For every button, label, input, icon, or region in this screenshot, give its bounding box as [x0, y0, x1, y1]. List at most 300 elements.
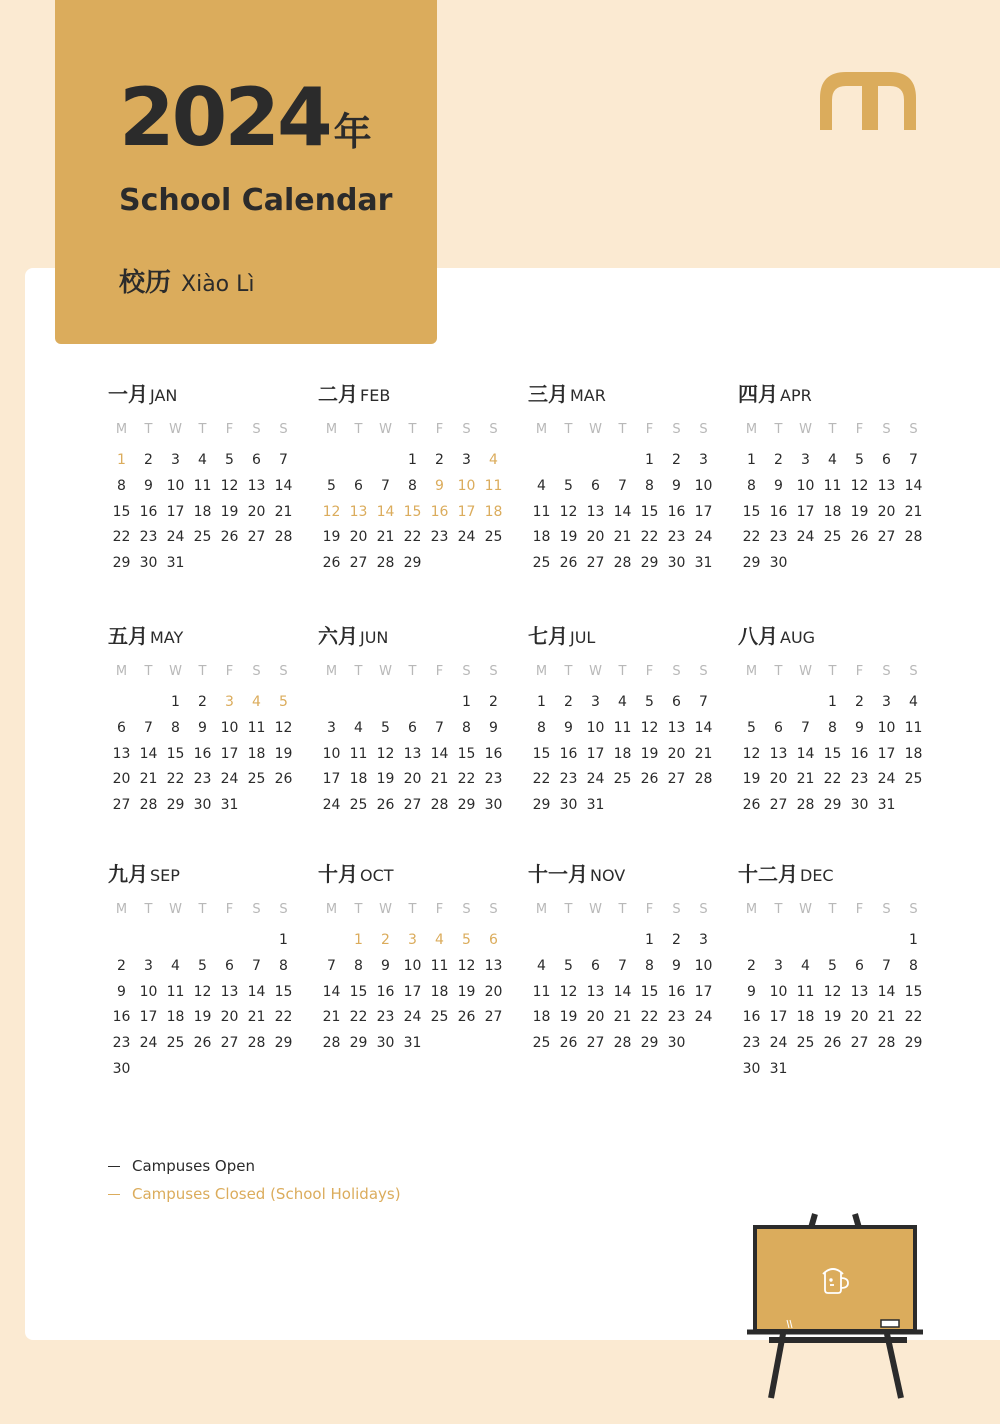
day-cell: 15 [166, 745, 185, 762]
week-row [528, 767, 713, 793]
day-cell: 9 [774, 477, 783, 494]
day-cell: 23 [769, 529, 788, 546]
day-cell: 10 [694, 957, 713, 974]
empty-day-cell [243, 928, 270, 954]
day-cell: 18 [349, 771, 368, 788]
day-cell: 27 [586, 1035, 605, 1052]
chalkboard-easel-icon [745, 1212, 925, 1402]
day-cell: 10 [796, 477, 815, 494]
weekday-label: W [379, 664, 392, 679]
day-cell: 28 [796, 797, 815, 814]
day-cell: 2 [747, 957, 756, 974]
day-cell: 18 [484, 503, 503, 520]
weekday-header [108, 664, 290, 690]
weekday-label: S [882, 664, 891, 679]
legend-item-closed [108, 1182, 401, 1210]
empty-day-cell [690, 1031, 717, 1057]
month-name-en: DEC [800, 866, 834, 885]
weekday-label: S [909, 422, 918, 437]
weekday-label: W [589, 422, 602, 437]
weekday-label: F [645, 422, 654, 437]
day-cell: 4 [537, 477, 546, 494]
weekday-label: S [699, 422, 708, 437]
day-cell: 30 [139, 555, 158, 572]
day-cell: 15 [112, 503, 131, 520]
month-name-en: OCT [360, 866, 394, 885]
week-row [528, 474, 713, 500]
month-name-zh: 二月 [318, 382, 358, 406]
day-cell: 20 [586, 529, 605, 546]
day-cell: 5 [564, 477, 573, 494]
day-cell: 10 [694, 477, 713, 494]
day-cell: 16 [484, 745, 503, 762]
week-row [528, 793, 710, 819]
empty-day-cell [609, 793, 636, 819]
day-cell: 10 [457, 477, 476, 494]
day-cell: 30 [742, 1060, 761, 1077]
day-cell: 7 [618, 957, 627, 974]
day-cell: 9 [564, 719, 573, 736]
month-name-en: MAR [570, 386, 606, 405]
day-cell: 23 [559, 771, 578, 788]
day-cell: 31 [877, 797, 896, 814]
day-cell: 15 [457, 745, 476, 762]
day-cell: 11 [193, 477, 212, 494]
empty-day-cell [108, 928, 135, 954]
day-cell: 14 [376, 503, 395, 520]
day-cell: 26 [376, 797, 395, 814]
day-cell: 16 [667, 983, 686, 1000]
empty-day-cell [528, 448, 555, 474]
month-name-en: JAN [150, 386, 178, 405]
empty-day-cell [609, 448, 636, 474]
weekday-header [318, 664, 500, 690]
week-row [528, 928, 710, 954]
day-cell: 16 [112, 1009, 131, 1026]
week-row [318, 928, 500, 954]
day-cell: 26 [559, 555, 578, 572]
day-cell: 19 [274, 745, 293, 762]
month-mar [528, 378, 713, 577]
empty-day-cell [609, 928, 636, 954]
day-cell: 19 [322, 529, 341, 546]
day-cell: 15 [742, 503, 761, 520]
weekday-label: T [144, 664, 153, 679]
month-name-zh: 三月 [528, 382, 568, 406]
month-name-zh: 八月 [738, 624, 778, 648]
week-row [528, 500, 713, 526]
day-cell: 9 [198, 719, 207, 736]
empty-day-cell [582, 928, 609, 954]
day-cell: 6 [117, 719, 126, 736]
day-cell: 21 [376, 529, 395, 546]
week-row [108, 1057, 290, 1083]
day-cell: 8 [117, 477, 126, 494]
month-title [528, 858, 710, 886]
day-cell: 10 [166, 477, 185, 494]
day-cell: 26 [742, 797, 761, 814]
empty-day-cell [318, 928, 345, 954]
day-cell: 20 [484, 983, 503, 1000]
day-cell: 2 [381, 932, 390, 948]
day-cell: 13 [349, 503, 368, 520]
day-cell: 12 [640, 719, 659, 736]
day-cell: 4 [252, 694, 261, 710]
weekday-header [738, 422, 920, 448]
weekday-label: T [564, 902, 573, 917]
weekday-label: S [909, 664, 918, 679]
month-name-en: SEP [150, 866, 180, 885]
empty-day-cell [426, 551, 453, 577]
day-cell: 29 [457, 797, 476, 814]
day-cell: 28 [247, 1035, 266, 1052]
week-row [108, 525, 293, 551]
day-cell: 22 [166, 771, 185, 788]
week-row [528, 525, 713, 551]
day-cell: 5 [198, 957, 207, 974]
empty-day-cell [243, 551, 270, 577]
day-cell: 17 [166, 503, 185, 520]
day-cell: 3 [171, 452, 180, 468]
calendar-subtitle: School Calendar [119, 183, 393, 218]
day-cell: 7 [327, 957, 336, 974]
weekday-label: M [115, 422, 128, 437]
weekday-label: S [252, 902, 261, 917]
weekday-label: T [144, 902, 153, 917]
empty-day-cell [318, 690, 345, 716]
day-cell: 29 [349, 1035, 368, 1052]
week-row [108, 448, 290, 474]
day-cell: 15 [640, 503, 659, 520]
day-cell: 25 [532, 555, 551, 572]
day-cell: 6 [252, 452, 261, 468]
day-cell: 18 [166, 1009, 185, 1026]
day-cell: 22 [742, 529, 761, 546]
weekday-header [108, 902, 290, 928]
month-title [738, 620, 920, 648]
week-row [108, 500, 293, 526]
day-cell: 5 [747, 719, 756, 736]
day-cell: 26 [274, 771, 293, 788]
day-cell: 31 [769, 1060, 788, 1077]
week-row [528, 716, 713, 742]
day-cell: 26 [559, 1035, 578, 1052]
weekday-header [108, 422, 290, 448]
day-cell: 16 [850, 745, 869, 762]
weekday-label: M [745, 664, 758, 679]
week-row [318, 793, 503, 819]
weekday-label: T [828, 902, 837, 917]
day-cell: 25 [247, 771, 266, 788]
legend-closed-label: Campuses Closed (School Holidays) [132, 1185, 401, 1203]
week-row [528, 1005, 713, 1031]
empty-day-cell [426, 1031, 453, 1057]
weekday-label: S [489, 664, 498, 679]
weekday-label: F [435, 902, 444, 917]
month-sep [108, 858, 293, 1083]
weekday-label: F [225, 664, 234, 679]
day-cell: 30 [667, 1035, 686, 1052]
week-row [318, 1031, 500, 1057]
empty-day-cell [135, 690, 162, 716]
day-cell: 29 [742, 555, 761, 572]
day-cell: 9 [672, 957, 681, 974]
weekday-label: W [379, 902, 392, 917]
day-cell: 18 [532, 529, 551, 546]
empty-day-cell [243, 793, 270, 819]
day-cell: 12 [742, 745, 761, 762]
weekday-label: T [198, 664, 207, 679]
legend [108, 1154, 401, 1210]
weekday-label: S [882, 422, 891, 437]
weekday-header [528, 902, 710, 928]
day-cell: 4 [435, 932, 444, 948]
day-cell: 23 [430, 529, 449, 546]
day-cell: 25 [904, 771, 923, 788]
day-cell: 30 [850, 797, 869, 814]
day-cell: 19 [376, 771, 395, 788]
weekday-label: F [645, 902, 654, 917]
empty-day-cell [216, 928, 243, 954]
weekday-label: W [169, 664, 182, 679]
day-cell: 7 [909, 452, 918, 468]
day-cell: 22 [112, 529, 131, 546]
month-oct [318, 858, 503, 1057]
day-cell: 17 [694, 983, 713, 1000]
week-row [108, 690, 290, 716]
day-cell: 1 [354, 932, 363, 948]
day-cell: 20 [403, 771, 422, 788]
day-cell: 3 [699, 452, 708, 468]
day-cell: 22 [457, 771, 476, 788]
weekday-label: M [535, 902, 548, 917]
empty-day-cell [792, 1057, 819, 1083]
day-cell: 10 [769, 983, 788, 1000]
day-cell: 23 [850, 771, 869, 788]
day-cell: 23 [484, 771, 503, 788]
day-cell: 2 [435, 452, 444, 468]
week-row [108, 928, 290, 954]
day-cell: 19 [193, 1009, 212, 1026]
dash-icon [108, 1166, 120, 1167]
day-cell: 23 [376, 1009, 395, 1026]
day-cell: 7 [279, 452, 288, 468]
weekday-label: T [618, 902, 627, 917]
day-cell: 30 [769, 555, 788, 572]
day-cell: 1 [171, 694, 180, 710]
day-cell: 26 [823, 1035, 842, 1052]
day-cell: 3 [144, 957, 153, 974]
day-cell: 16 [559, 745, 578, 762]
day-cell: 25 [349, 797, 368, 814]
weekday-label: F [435, 664, 444, 679]
week-row [108, 767, 293, 793]
empty-day-cell [555, 448, 582, 474]
day-cell: 1 [117, 452, 126, 468]
day-cell: 14 [694, 719, 713, 736]
day-cell: 17 [139, 1009, 158, 1026]
weekday-header [528, 664, 710, 690]
month-name-en: JUN [360, 628, 389, 647]
weekday-label: F [855, 664, 864, 679]
week-row [318, 500, 503, 526]
day-cell: 27 [349, 555, 368, 572]
day-cell: 20 [667, 745, 686, 762]
day-cell: 4 [828, 452, 837, 468]
empty-day-cell [189, 551, 216, 577]
week-row [738, 1031, 923, 1057]
week-row [108, 551, 290, 577]
month-title [318, 858, 500, 886]
weekday-header [738, 664, 920, 690]
week-row [738, 551, 920, 577]
month-name-en: NOV [590, 866, 626, 885]
day-cell: 11 [247, 719, 266, 736]
weekday-label: S [279, 664, 288, 679]
day-cell: 17 [220, 745, 239, 762]
weekday-label: W [169, 902, 182, 917]
year-title: 2024 年 [119, 71, 372, 164]
week-row [528, 690, 710, 716]
week-row [108, 980, 293, 1006]
week-row [108, 1005, 293, 1031]
day-cell: 16 [376, 983, 395, 1000]
day-cell: 18 [613, 745, 632, 762]
empty-day-cell [819, 928, 846, 954]
week-row [108, 1031, 293, 1057]
weekday-label: M [325, 422, 338, 437]
day-cell: 6 [672, 694, 681, 710]
day-cell: 13 [112, 745, 131, 762]
weekday-label: M [325, 902, 338, 917]
day-cell: 13 [667, 719, 686, 736]
day-cell: 1 [747, 452, 756, 468]
day-cell: 19 [559, 1009, 578, 1026]
weekday-label: S [699, 902, 708, 917]
day-cell: 21 [322, 1009, 341, 1026]
weekday-label: T [774, 902, 783, 917]
day-cell: 19 [640, 745, 659, 762]
day-cell: 13 [586, 503, 605, 520]
day-cell: 9 [144, 477, 153, 494]
day-cell: 14 [904, 477, 923, 494]
week-row [318, 474, 503, 500]
weekday-label: S [489, 902, 498, 917]
day-cell: 23 [667, 529, 686, 546]
day-cell: 30 [376, 1035, 395, 1052]
day-cell: 28 [274, 529, 293, 546]
month-name-en: FEB [360, 386, 391, 405]
weekday-label: W [589, 902, 602, 917]
day-cell: 4 [537, 957, 546, 974]
month-name-en: JUL [570, 628, 596, 647]
month-title [528, 378, 710, 406]
empty-day-cell [453, 1031, 480, 1057]
day-cell: 8 [462, 719, 471, 736]
weekday-label: T [408, 422, 417, 437]
day-cell: 15 [823, 745, 842, 762]
weekday-label: S [882, 902, 891, 917]
day-cell: 17 [322, 771, 341, 788]
day-cell: 8 [537, 719, 546, 736]
day-cell: 18 [532, 1009, 551, 1026]
day-cell: 8 [909, 957, 918, 974]
day-cell: 28 [430, 797, 449, 814]
week-row [318, 954, 503, 980]
weekday-label: F [435, 422, 444, 437]
day-cell: 24 [694, 529, 713, 546]
weekday-header [318, 902, 500, 928]
day-cell: 18 [823, 503, 842, 520]
day-cell: 25 [532, 1035, 551, 1052]
month-title [108, 620, 290, 648]
week-row [318, 767, 503, 793]
weekday-label: T [354, 664, 363, 679]
day-cell: 21 [796, 771, 815, 788]
empty-day-cell [318, 448, 345, 474]
day-cell: 29 [112, 555, 131, 572]
week-row [528, 551, 713, 577]
day-cell: 14 [613, 983, 632, 1000]
week-row [318, 448, 500, 474]
week-row [738, 716, 923, 742]
day-cell: 23 [742, 1035, 761, 1052]
day-cell: 24 [457, 529, 476, 546]
weekday-label: T [774, 664, 783, 679]
day-cell: 3 [462, 452, 471, 468]
day-cell: 27 [877, 529, 896, 546]
day-cell: 12 [850, 477, 869, 494]
week-row [738, 690, 920, 716]
day-cell: 13 [877, 477, 896, 494]
day-cell: 12 [559, 503, 578, 520]
day-cell: 19 [220, 503, 239, 520]
day-cell: 12 [376, 745, 395, 762]
day-cell: 29 [166, 797, 185, 814]
day-cell: 25 [796, 1035, 815, 1052]
day-cell: 5 [855, 452, 864, 468]
day-cell: 11 [532, 503, 551, 520]
empty-day-cell [528, 928, 555, 954]
week-row [738, 793, 920, 819]
weekday-label: S [252, 422, 261, 437]
day-cell: 20 [247, 503, 266, 520]
weekday-label: W [799, 902, 812, 917]
day-cell: 16 [193, 745, 212, 762]
month-title [318, 378, 500, 406]
day-cell: 14 [139, 745, 158, 762]
day-cell: 27 [850, 1035, 869, 1052]
day-cell: 17 [769, 1009, 788, 1026]
empty-day-cell [135, 928, 162, 954]
day-cell: 9 [489, 719, 498, 736]
day-cell: 14 [274, 477, 293, 494]
weekday-label: M [745, 902, 758, 917]
day-cell: 13 [484, 957, 503, 974]
day-cell: 30 [484, 797, 503, 814]
title-pinyin: Xiào Lì [181, 272, 255, 297]
day-cell: 4 [618, 694, 627, 710]
day-cell: 26 [220, 529, 239, 546]
day-cell: 7 [882, 957, 891, 974]
day-cell: 8 [408, 477, 417, 494]
day-cell: 24 [796, 529, 815, 546]
day-cell: 9 [672, 477, 681, 494]
weekday-label: F [225, 422, 234, 437]
month-may [108, 620, 293, 819]
day-cell: 20 [769, 771, 788, 788]
day-cell: 22 [640, 529, 659, 546]
